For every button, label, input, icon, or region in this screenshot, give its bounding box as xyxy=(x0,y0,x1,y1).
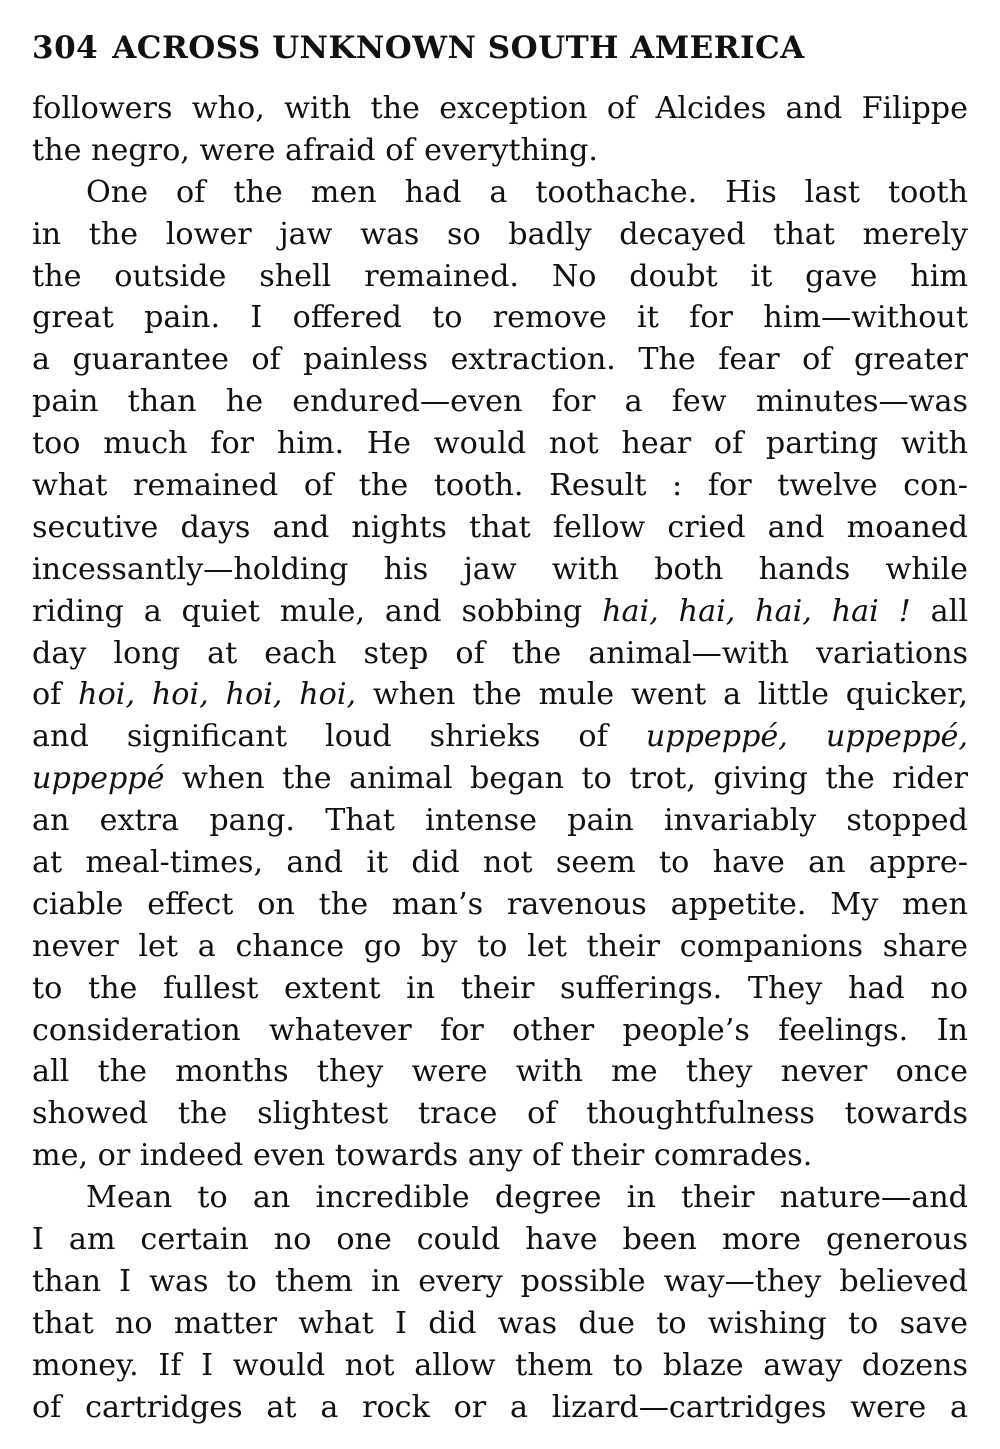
text-line: a guarantee of painless extraction. The fear of greater xyxy=(32,342,968,378)
text-line xyxy=(32,674,968,716)
text-line: great pain. I offered to remove it for him—without xyxy=(32,300,968,336)
text-line: in the lower jaw was so badly decayed that merely xyxy=(32,216,968,252)
text-line xyxy=(32,591,968,633)
text-line: secutive days and nights that fellow cried and moaned xyxy=(32,509,968,545)
text-line xyxy=(32,716,968,758)
text-line: all the months they were with me they never once xyxy=(32,1054,968,1090)
text-line: ciable effect on the man’s ravenous appetite. My men xyxy=(32,886,968,922)
text-line: me, or indeed even towards any of their comrades. xyxy=(32,1138,813,1174)
text-run: when the animal began to trot, giving the rider xyxy=(164,761,968,797)
text-line: the outside shell remained. No doubt it gave him xyxy=(32,258,968,294)
text-line: pain than he endured—even for a few minutes—was xyxy=(32,384,968,420)
page-number: 304 xyxy=(32,30,99,66)
text-line: incessantly—holding his jaw with both hands while xyxy=(32,551,968,587)
text-run: riding a quiet mule, and sobbing xyxy=(32,593,603,629)
text-line: what remained of the tooth. Result : for twelve con- xyxy=(32,468,968,504)
body-text xyxy=(32,88,968,1429)
italic-text: uppeppé, uppeppé, xyxy=(645,719,968,755)
text-line xyxy=(32,758,968,800)
text-line: than I was to them in every possible way—they believed xyxy=(32,1263,968,1299)
text-line: showed the slightest trace of thoughtfulness towards xyxy=(32,1096,968,1132)
text-run: all xyxy=(910,593,968,629)
text-line: money. If I would not allow them to blaze away dozens xyxy=(32,1347,968,1383)
text-run: of xyxy=(32,677,79,713)
text-line: day long at each step of the animal—with variations xyxy=(32,635,968,671)
text-line: One of the men had a toothache. His last tooth xyxy=(86,174,968,210)
text-line: the negro, were afraid of everything. xyxy=(32,132,599,168)
running-head xyxy=(32,22,968,74)
italic-text: hoi, hoi, hoi, hoi, xyxy=(78,677,357,713)
text-line: I am certain no one could have been more generous xyxy=(32,1222,968,1258)
text-line: to the fullest extent in their sufferings. They had no xyxy=(32,970,968,1006)
text-line: an extra pang. That intense pain invariably stopped xyxy=(32,803,968,839)
text-line: followers who, with the exception of Alcides and Filippe xyxy=(32,91,968,126)
italic-text: uppeppé xyxy=(32,761,165,797)
text-run: and significant loud shrieks of xyxy=(32,719,646,755)
text-run: when the mule went a little quicker, xyxy=(356,677,968,713)
text-line: never let a chance go by to let their companions share xyxy=(32,928,968,964)
text-line: of cartridges at a rock or a lizard—cartridges were a xyxy=(32,1389,968,1425)
text-line: consideration whatever for other people’s feelings. In xyxy=(32,1012,968,1048)
text-line: that no matter what I did was due to wishing to save xyxy=(32,1305,968,1341)
italic-text: hai, hai, hai, hai ! xyxy=(602,593,911,629)
running-title: ACROSS UNKNOWN SOUTH AMERICA xyxy=(112,30,805,66)
text-line: too much for him. He would not hear of parting with xyxy=(32,426,968,462)
text-line: at meal-times, and it did not seem to have an appre- xyxy=(32,845,968,881)
book-page xyxy=(32,22,968,1429)
text-line: Mean to an incredible degree in their nature—and xyxy=(86,1180,968,1216)
